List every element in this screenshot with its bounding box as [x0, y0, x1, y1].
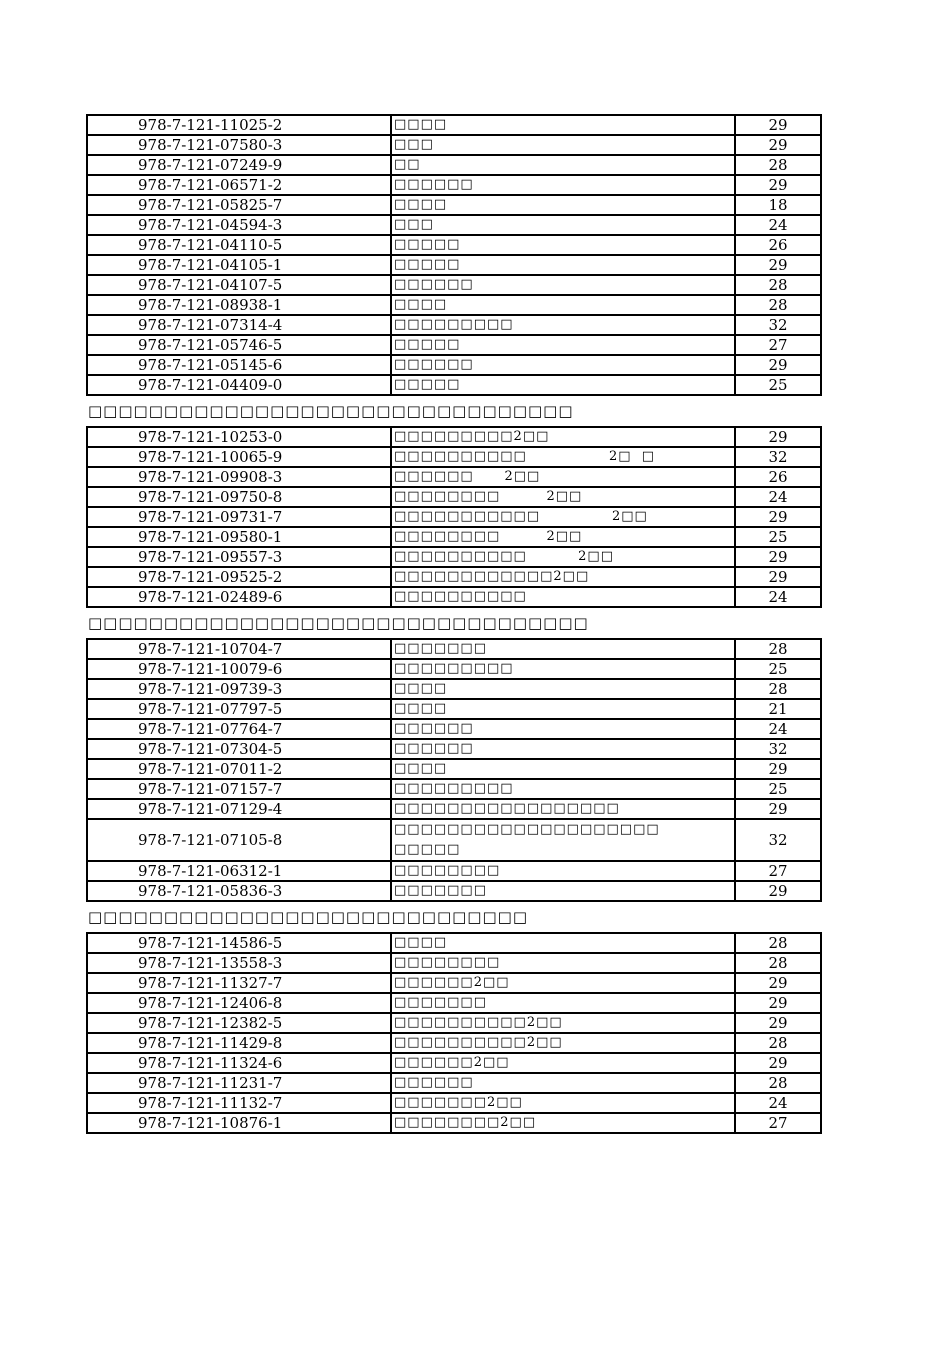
table-row — [87, 155, 821, 175]
table-row — [87, 639, 821, 659]
price-cell: 29 — [735, 355, 821, 375]
table-row — [87, 215, 821, 235]
table-row — [87, 295, 821, 315]
isbn-cell: 978-7-121-09908-3 — [87, 467, 391, 487]
isbn-cell: 978-7-121-06312-1 — [87, 861, 391, 881]
title-cell: □□□□□ — [391, 335, 735, 355]
price-cell: 29 — [735, 1053, 821, 1073]
title-cell: □□□□□□□ — [391, 993, 735, 1013]
isbn-cell: 978-7-121-11327-7 — [87, 973, 391, 993]
price-cell: 29 — [735, 547, 821, 567]
title-cell: □□□□ — [391, 699, 735, 719]
table-row — [87, 861, 821, 881]
table-row — [87, 739, 821, 759]
price-cell: 25 — [735, 659, 821, 679]
title-cell: □□□ — [391, 215, 735, 235]
table-row — [87, 973, 821, 993]
table-row — [87, 275, 821, 295]
book-table — [86, 426, 822, 608]
price-cell: 29 — [735, 135, 821, 155]
price-cell: 29 — [735, 759, 821, 779]
title-cell: □□□ — [391, 135, 735, 155]
isbn-cell: 978-7-121-05836-3 — [87, 881, 391, 901]
price-cell: 28 — [735, 275, 821, 295]
title-cell: □□□□ — [391, 679, 735, 699]
price-cell: 28 — [735, 933, 821, 953]
table-row — [87, 315, 821, 335]
price-cell: 32 — [735, 739, 821, 759]
isbn-cell: 978-7-121-05145-6 — [87, 355, 391, 375]
title-cell: □□□□□□ — [391, 355, 735, 375]
price-cell: 24 — [735, 1093, 821, 1113]
title-cell: □□□□□□□□ — [391, 861, 735, 881]
price-cell: 21 — [735, 699, 821, 719]
isbn-cell: 978-7-121-02489-6 — [87, 587, 391, 607]
price-cell: 32 — [735, 819, 821, 861]
price-cell: 25 — [735, 779, 821, 799]
table-row — [87, 1053, 821, 1073]
price-cell: 26 — [735, 235, 821, 255]
price-cell: 29 — [735, 567, 821, 587]
section-header: □□□□□□□□□□□□□□□□□□□□□□□□□□□□□□□□ — [88, 402, 574, 420]
price-cell: 29 — [735, 799, 821, 819]
table-row — [87, 487, 821, 507]
price-cell: 32 — [735, 315, 821, 335]
table-row — [87, 567, 821, 587]
table-row — [87, 759, 821, 779]
table-row — [87, 1073, 821, 1093]
isbn-cell: 978-7-121-12406-8 — [87, 993, 391, 1013]
table-row — [87, 933, 821, 953]
title-cell: □□□□□ — [391, 235, 735, 255]
isbn-cell: 978-7-121-12382-5 — [87, 1013, 391, 1033]
table-row — [87, 953, 821, 973]
table-row — [87, 993, 821, 1013]
price-cell: 29 — [735, 993, 821, 1013]
isbn-cell: 978-7-121-07314-4 — [87, 315, 391, 335]
price-cell: 29 — [735, 115, 821, 135]
title-cell: □□□□□ — [391, 255, 735, 275]
price-cell: 29 — [735, 1013, 821, 1033]
isbn-cell: 978-7-121-14586-5 — [87, 933, 391, 953]
title-cell: □□□□□□□□□2□□ — [391, 427, 735, 447]
price-cell: 32 — [735, 447, 821, 467]
title-cell: □□□□ — [391, 295, 735, 315]
table-row — [87, 235, 821, 255]
isbn-cell: 978-7-121-09750-8 — [87, 487, 391, 507]
table-row — [87, 799, 821, 819]
title-cell: □□□□□□□ — [391, 639, 735, 659]
title-cell: □□□□□□ — [391, 275, 735, 295]
isbn-cell: 978-7-121-09731-7 — [87, 507, 391, 527]
isbn-cell: 978-7-121-05746-5 — [87, 335, 391, 355]
title-cell: □□□□□□2□□ — [391, 973, 735, 993]
isbn-cell: 978-7-121-11132-7 — [87, 1093, 391, 1113]
isbn-cell: 978-7-121-13558-3 — [87, 953, 391, 973]
isbn-cell: 978-7-121-07249-9 — [87, 155, 391, 175]
isbn-cell: 978-7-121-10065-9 — [87, 447, 391, 467]
table-row — [87, 1013, 821, 1033]
isbn-cell: 978-7-121-09580-1 — [87, 527, 391, 547]
book-table — [86, 638, 822, 902]
table-row — [87, 195, 821, 215]
isbn-cell: 978-7-121-07011-2 — [87, 759, 391, 779]
price-cell: 27 — [735, 861, 821, 881]
table-row — [87, 507, 821, 527]
table-row — [87, 587, 821, 607]
title-text: □□□□□□□□□□□□□□□□□□□□ □□□□□ — [394, 822, 660, 857]
title-cell: □□□□□□□□ 2□□ — [391, 487, 735, 507]
price-cell: 29 — [735, 881, 821, 901]
price-cell: 29 — [735, 255, 821, 275]
table-row — [87, 659, 821, 679]
title-cell: □□□□□□□2□□ — [391, 1093, 735, 1113]
isbn-cell: 978-7-121-07157-7 — [87, 779, 391, 799]
isbn-cell: 978-7-121-07129-4 — [87, 799, 391, 819]
title-cell: □□□□□□□□□□ 2□□ — [391, 547, 735, 567]
price-cell: 18 — [735, 195, 821, 215]
table-row — [87, 335, 821, 355]
price-cell: 29 — [735, 427, 821, 447]
isbn-cell: 978-7-121-11324-6 — [87, 1053, 391, 1073]
table-row — [87, 527, 821, 547]
book-table — [86, 114, 822, 396]
title-cell: □□□□□□□□□□2□□ — [391, 1033, 735, 1053]
title-cell: □□□□ — [391, 115, 735, 135]
table-row — [87, 679, 821, 699]
price-cell: 29 — [735, 507, 821, 527]
isbn-cell: 978-7-121-10253-0 — [87, 427, 391, 447]
title-cell: □□□□ — [391, 195, 735, 215]
table-row — [87, 255, 821, 275]
book-list-sheet — [86, 114, 788, 1134]
title-cell: □□□□□□□□ 2□□ — [391, 527, 735, 547]
isbn-cell: 978-7-121-07105-8 — [87, 819, 391, 861]
title-cell: □□□□□□□□□□□□2□□ — [391, 567, 735, 587]
title-cell: □□ — [391, 155, 735, 175]
table-row — [87, 427, 821, 447]
price-cell: 28 — [735, 155, 821, 175]
title-cell: □□□□□ — [391, 375, 735, 395]
isbn-cell: 978-7-121-04409-0 — [87, 375, 391, 395]
isbn-cell: 978-7-121-04107-5 — [87, 275, 391, 295]
table-row — [87, 467, 821, 487]
table-row — [87, 1093, 821, 1113]
price-cell: 24 — [735, 587, 821, 607]
isbn-cell: 978-7-121-09557-3 — [87, 547, 391, 567]
table-row — [87, 881, 821, 901]
isbn-cell: 978-7-121-04105-1 — [87, 255, 391, 275]
price-cell: 28 — [735, 953, 821, 973]
isbn-cell: 978-7-121-07304-5 — [87, 739, 391, 759]
isbn-cell: 978-7-121-08938-1 — [87, 295, 391, 315]
isbn-cell: 978-7-121-11429-8 — [87, 1033, 391, 1053]
price-cell: 27 — [735, 335, 821, 355]
table-row — [87, 719, 821, 739]
table-row — [87, 779, 821, 799]
title-cell: □□□□□□□□2□□ — [391, 1113, 735, 1133]
title-cell: □□□□□□□□ — [391, 953, 735, 973]
title-cell: □□□□□□□□□□ — [391, 587, 735, 607]
isbn-cell: 978-7-121-07797-5 — [87, 699, 391, 719]
price-cell: 25 — [735, 375, 821, 395]
isbn-cell: 978-7-121-11025-2 — [87, 115, 391, 135]
title-cell: □□□□□□□□□□2□□ — [391, 1013, 735, 1033]
price-cell: 25 — [735, 527, 821, 547]
isbn-cell: 978-7-121-10876-1 — [87, 1113, 391, 1133]
title-cell: □□□□ — [391, 933, 735, 953]
price-cell: 29 — [735, 973, 821, 993]
isbn-cell: 978-7-121-07764-7 — [87, 719, 391, 739]
isbn-cell: 978-7-121-10079-6 — [87, 659, 391, 679]
price-cell: 24 — [735, 215, 821, 235]
title-cell: □□□□□□□□□□□ 2□□ — [391, 507, 735, 527]
price-cell: 24 — [735, 487, 821, 507]
price-cell: 26 — [735, 467, 821, 487]
isbn-cell: 978-7-121-06571-2 — [87, 175, 391, 195]
price-cell: 27 — [735, 1113, 821, 1133]
price-cell: 29 — [735, 175, 821, 195]
isbn-cell: 978-7-121-10704-7 — [87, 639, 391, 659]
section-header: □□□□□□□□□□□□□□□□□□□□□□□□□□□□□ — [88, 908, 528, 926]
title-cell: □□□□□□ — [391, 739, 735, 759]
title-cell: □□□□□□□□□ — [391, 779, 735, 799]
title-cell: □□□□□□□□□□ 2□ □ — [391, 447, 735, 467]
table-row — [87, 699, 821, 719]
table-row — [87, 135, 821, 155]
title-cell: □□□□□□□ — [391, 881, 735, 901]
section-header: □□□□□□□□□□□□□□□□□□□□□□□□□□□□□□□□□ — [88, 614, 589, 632]
table-row — [87, 175, 821, 195]
title-cell: □□□□□□□□□ — [391, 659, 735, 679]
price-cell: 28 — [735, 679, 821, 699]
isbn-cell: 978-7-121-07580-3 — [87, 135, 391, 155]
price-cell: 28 — [735, 1033, 821, 1053]
isbn-cell: 978-7-121-04110-5 — [87, 235, 391, 255]
title-cell: □□□□□□□□□ — [391, 315, 735, 335]
table-row — [87, 1033, 821, 1053]
book-table — [86, 932, 822, 1134]
price-cell: 28 — [735, 1073, 821, 1093]
price-cell: 28 — [735, 639, 821, 659]
isbn-cell: 978-7-121-05825-7 — [87, 195, 391, 215]
title-cell: □□□□ — [391, 759, 735, 779]
table-row — [87, 115, 821, 135]
isbn-cell: 978-7-121-09739-3 — [87, 679, 391, 699]
title-cell: □□□□□□ 2□□ — [391, 467, 735, 487]
table-row — [87, 1113, 821, 1133]
title-cell: □□□□□□□□□□□□□□□□□ — [391, 799, 735, 819]
table-row — [87, 375, 821, 395]
isbn-cell: 978-7-121-11231-7 — [87, 1073, 391, 1093]
isbn-cell: 978-7-121-04594-3 — [87, 215, 391, 235]
table-row — [87, 355, 821, 375]
price-cell: 28 — [735, 295, 821, 315]
isbn-cell: 978-7-121-09525-2 — [87, 567, 391, 587]
table-row — [87, 547, 821, 567]
table-row — [87, 819, 821, 861]
price-cell: 24 — [735, 719, 821, 739]
title-cell — [391, 819, 735, 861]
title-cell: □□□□□□ — [391, 1073, 735, 1093]
title-cell: □□□□□□2□□ — [391, 1053, 735, 1073]
title-cell: □□□□□□ — [391, 175, 735, 195]
table-row — [87, 447, 821, 467]
title-cell: □□□□□□ — [391, 719, 735, 739]
